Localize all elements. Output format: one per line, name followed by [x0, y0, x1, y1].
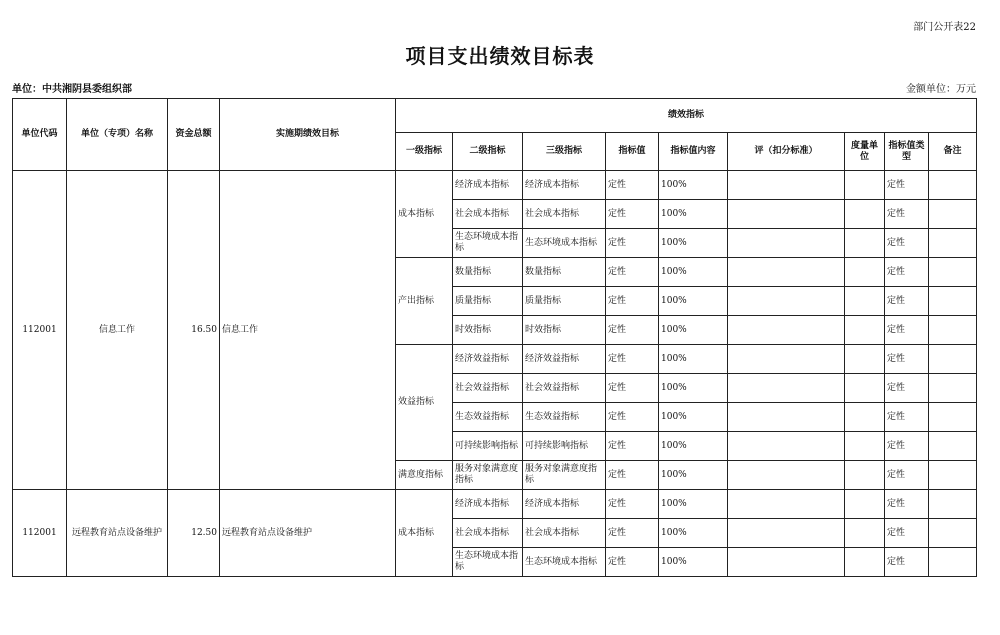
unit-name-cell: 信息工作 — [67, 171, 168, 490]
content-cell: 100% — [659, 171, 728, 200]
type-cell: 定性 — [885, 200, 929, 229]
level2-cell: 生态环境成本指标 — [453, 548, 523, 577]
unit-code-cell: 112001 — [13, 490, 67, 577]
header-value: 指标值 — [606, 133, 659, 171]
standard-cell — [728, 548, 845, 577]
level3-cell: 服务对象满意度指标 — [523, 461, 606, 490]
level2-cell: 社会成本指标 — [453, 200, 523, 229]
value-cell: 定性 — [606, 229, 659, 258]
level2-cell: 时效指标 — [453, 316, 523, 345]
value-cell: 定性 — [606, 287, 659, 316]
fund-total-cell: 16.50 — [168, 171, 220, 490]
content-cell: 100% — [659, 200, 728, 229]
content-cell: 100% — [659, 229, 728, 258]
level3-cell: 数量指标 — [523, 258, 606, 287]
standard-cell — [728, 490, 845, 519]
measure-cell — [845, 229, 885, 258]
table-row — [13, 171, 977, 200]
level3-cell: 生态环境成本指标 — [523, 229, 606, 258]
header-remark: 备注 — [929, 133, 977, 171]
level1-cell: 产出指标 — [396, 258, 453, 345]
value-cell: 定性 — [606, 548, 659, 577]
table-number: 部门公开表22 — [913, 22, 976, 33]
type-cell: 定性 — [885, 461, 929, 490]
measure-cell — [845, 432, 885, 461]
standard-cell — [728, 403, 845, 432]
standard-cell — [728, 229, 845, 258]
type-cell: 定性 — [885, 548, 929, 577]
level3-cell: 社会成本指标 — [523, 200, 606, 229]
level1-cell: 效益指标 — [396, 345, 453, 461]
standard-cell — [728, 171, 845, 200]
amount-unit-label: 金额单位：万元 — [906, 84, 976, 95]
header-performance: 绩效指标 — [396, 99, 977, 133]
value-cell: 定性 — [606, 519, 659, 548]
fund-total-cell: 12.50 — [168, 490, 220, 577]
remark-cell — [929, 432, 977, 461]
level2-cell: 生态环境成本指标 — [453, 229, 523, 258]
value-cell: 定性 — [606, 345, 659, 374]
level2-cell: 经济效益指标 — [453, 345, 523, 374]
measure-cell — [845, 258, 885, 287]
header-unit-name: 单位（专项）名称 — [67, 99, 168, 171]
table-body — [13, 171, 977, 577]
value-cell: 定性 — [606, 374, 659, 403]
level3-cell: 经济成本指标 — [523, 490, 606, 519]
measure-cell — [845, 287, 885, 316]
remark-cell — [929, 287, 977, 316]
type-cell: 定性 — [885, 171, 929, 200]
remark-cell — [929, 229, 977, 258]
performance-table — [12, 98, 977, 577]
content-cell: 100% — [659, 287, 728, 316]
content-cell: 100% — [659, 548, 728, 577]
goal-cell: 远程教育站点设备维护 — [220, 490, 396, 577]
level1-cell: 成本指标 — [396, 490, 453, 577]
level3-cell: 可持续影响指标 — [523, 432, 606, 461]
content-cell: 100% — [659, 316, 728, 345]
level2-cell: 可持续影响指标 — [453, 432, 523, 461]
measure-cell — [845, 461, 885, 490]
remark-cell — [929, 403, 977, 432]
level2-cell: 生态效益指标 — [453, 403, 523, 432]
header-goal: 实施期绩效目标 — [220, 99, 396, 171]
remark-cell — [929, 519, 977, 548]
level2-cell: 数量指标 — [453, 258, 523, 287]
type-cell: 定性 — [885, 287, 929, 316]
measure-cell — [845, 548, 885, 577]
page-title: 项目支出绩效目标表 — [405, 44, 595, 68]
unit-label: 单位：中共湘阴县委组织部 — [12, 84, 132, 95]
table-row — [13, 490, 977, 519]
measure-cell — [845, 171, 885, 200]
type-cell: 定性 — [885, 229, 929, 258]
content-cell: 100% — [659, 490, 728, 519]
level3-cell: 社会成本指标 — [523, 519, 606, 548]
standard-cell — [728, 258, 845, 287]
header-measure: 度量单位 — [845, 133, 885, 171]
level3-cell: 生态效益指标 — [523, 403, 606, 432]
value-cell: 定性 — [606, 258, 659, 287]
type-cell: 定性 — [885, 432, 929, 461]
type-cell: 定性 — [885, 374, 929, 403]
header-level2: 二级指标 — [453, 133, 523, 171]
measure-cell — [845, 519, 885, 548]
measure-cell — [845, 374, 885, 403]
remark-cell — [929, 171, 977, 200]
value-cell: 定性 — [606, 432, 659, 461]
type-cell: 定性 — [885, 258, 929, 287]
content-cell: 100% — [659, 519, 728, 548]
standard-cell — [728, 287, 845, 316]
level3-cell: 经济成本指标 — [523, 171, 606, 200]
standard-cell — [728, 461, 845, 490]
content-cell: 100% — [659, 345, 728, 374]
content-cell: 100% — [659, 403, 728, 432]
level3-cell: 经济效益指标 — [523, 345, 606, 374]
type-cell: 定性 — [885, 316, 929, 345]
standard-cell — [728, 200, 845, 229]
header-level1: 一级指标 — [396, 133, 453, 171]
remark-cell — [929, 316, 977, 345]
header-content: 指标值内容 — [659, 133, 728, 171]
remark-cell — [929, 258, 977, 287]
standard-cell — [728, 432, 845, 461]
unit-name-cell: 远程教育站点设备维护 — [67, 490, 168, 577]
standard-cell — [728, 345, 845, 374]
measure-cell — [845, 490, 885, 519]
level2-cell: 服务对象满意度指标 — [453, 461, 523, 490]
content-cell: 100% — [659, 461, 728, 490]
remark-cell — [929, 548, 977, 577]
value-cell: 定性 — [606, 403, 659, 432]
remark-cell — [929, 374, 977, 403]
level3-cell: 社会效益指标 — [523, 374, 606, 403]
content-cell: 100% — [659, 374, 728, 403]
level2-cell: 社会成本指标 — [453, 519, 523, 548]
type-cell: 定性 — [885, 519, 929, 548]
measure-cell — [845, 345, 885, 374]
content-cell: 100% — [659, 432, 728, 461]
level3-cell: 生态环境成本指标 — [523, 548, 606, 577]
level1-cell: 成本指标 — [396, 171, 453, 258]
value-cell: 定性 — [606, 200, 659, 229]
remark-cell — [929, 345, 977, 374]
measure-cell — [845, 316, 885, 345]
remark-cell — [929, 461, 977, 490]
header-fund-total: 资金总额 — [168, 99, 220, 171]
goal-cell: 信息工作 — [220, 171, 396, 490]
header-type: 指标值类型 — [885, 133, 929, 171]
remark-cell — [929, 200, 977, 229]
measure-cell — [845, 403, 885, 432]
value-cell: 定性 — [606, 461, 659, 490]
standard-cell — [728, 519, 845, 548]
level3-cell: 时效指标 — [523, 316, 606, 345]
level1-cell: 满意度指标 — [396, 461, 453, 490]
type-cell: 定性 — [885, 403, 929, 432]
level2-cell: 社会效益指标 — [453, 374, 523, 403]
header-unit-code: 单位代码 — [13, 99, 67, 171]
value-cell: 定性 — [606, 490, 659, 519]
unit-code-cell: 112001 — [13, 171, 67, 490]
header-standard: 评（扣分标准） — [728, 133, 845, 171]
level2-cell: 经济成本指标 — [453, 171, 523, 200]
value-cell: 定性 — [606, 171, 659, 200]
standard-cell — [728, 374, 845, 403]
header-level3: 三级指标 — [523, 133, 606, 171]
standard-cell — [728, 316, 845, 345]
level2-cell: 经济成本指标 — [453, 490, 523, 519]
type-cell: 定性 — [885, 490, 929, 519]
value-cell: 定性 — [606, 316, 659, 345]
remark-cell — [929, 490, 977, 519]
level2-cell: 质量指标 — [453, 287, 523, 316]
type-cell: 定性 — [885, 345, 929, 374]
level3-cell: 质量指标 — [523, 287, 606, 316]
content-cell: 100% — [659, 258, 728, 287]
measure-cell — [845, 200, 885, 229]
